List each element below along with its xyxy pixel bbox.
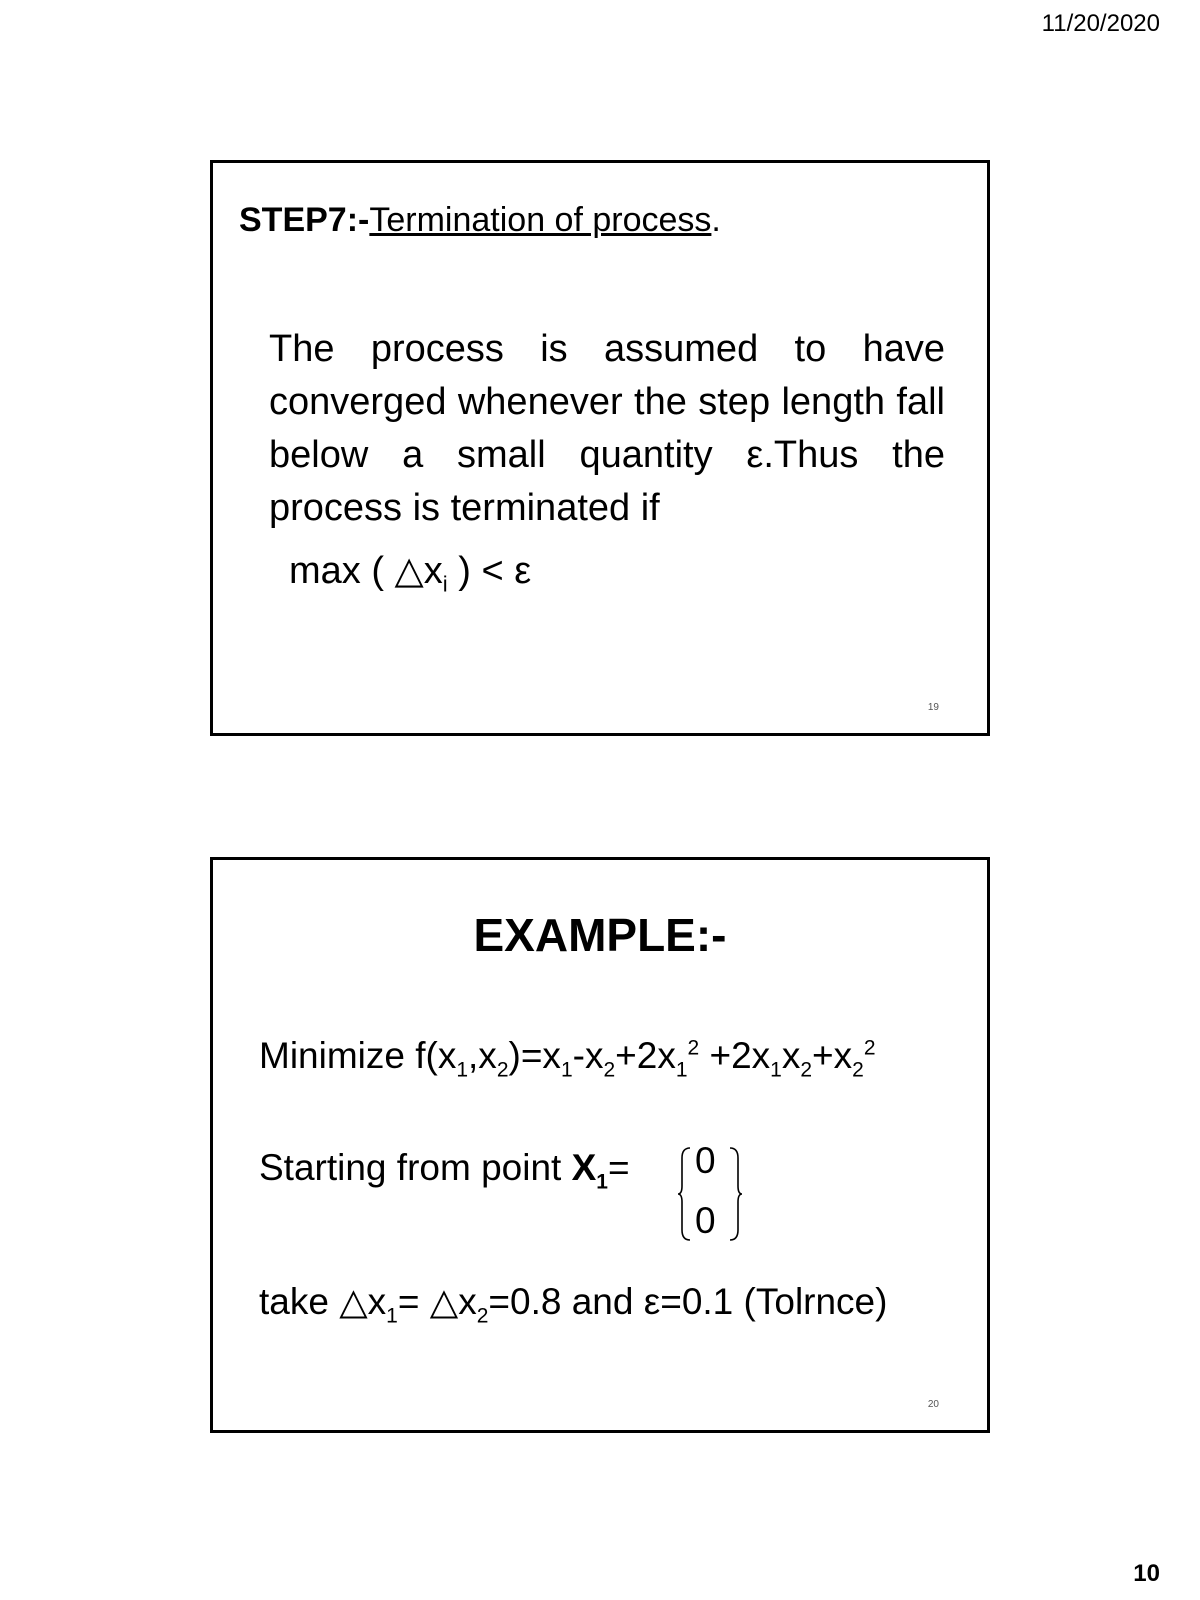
step7-title-end: . — [711, 201, 721, 239]
eq-sub: 1 — [456, 1058, 469, 1082]
termination-paragraph: The process is assumed to have converged whenever the step length fall below a small quantity ε.Thus the process is terminated if — [269, 328, 945, 529]
take-text: =0.8 and ε=0.1 (Tolrnce) — [488, 1281, 888, 1322]
start-vector — [678, 1140, 740, 1248]
eq-sub: 2 — [603, 1058, 616, 1082]
eq-sub: 1 — [675, 1058, 688, 1082]
slide-number: 20 — [927, 1399, 939, 1410]
eq-text: -x — [572, 1035, 604, 1076]
take-text: take △x — [259, 1281, 387, 1322]
slide-number: 19 — [927, 702, 939, 713]
eq-text: )=x — [508, 1035, 561, 1076]
step7-label: STEP7:- — [239, 201, 370, 239]
eq-sup: 2 — [863, 1036, 876, 1060]
eq-text: x — [781, 1035, 801, 1076]
step7-heading — [239, 201, 721, 240]
take-sub: 2 — [476, 1304, 489, 1328]
slide-example — [210, 857, 990, 1433]
eq-sub: 1 — [560, 1058, 573, 1082]
eq-text: +2x — [615, 1035, 676, 1076]
start-eq: = — [607, 1147, 630, 1188]
eq-sub: 2 — [496, 1058, 509, 1082]
vector-value: 0 — [695, 1140, 716, 1181]
take-sub: 1 — [386, 1304, 398, 1328]
eq-sub: 2 — [800, 1058, 813, 1082]
termination-formula — [289, 548, 531, 598]
eq-text: Minimize f(x — [259, 1035, 457, 1076]
eq-sup: 2 — [687, 1036, 700, 1060]
formula-pre: max ( △x — [289, 550, 443, 592]
eq-text: +2x — [699, 1035, 771, 1076]
page-number: 10 — [1133, 1560, 1160, 1587]
formula-sub: i — [442, 571, 448, 597]
start-var: X — [571, 1147, 597, 1188]
right-brace — [728, 1146, 742, 1242]
eq-text: +x — [812, 1035, 853, 1076]
start-text: Starting from point — [259, 1147, 572, 1188]
take-text: = △x — [397, 1281, 477, 1322]
formula-post: ) < ε — [447, 550, 532, 592]
step-tolerance-line — [259, 1280, 887, 1328]
vector-value: 0 — [695, 1200, 716, 1241]
left-brace — [678, 1146, 692, 1242]
slide-step7 — [210, 160, 990, 736]
step7-title: Termination of process — [369, 201, 712, 239]
eq-text: ,x — [468, 1035, 497, 1076]
eq-sub: 2 — [852, 1058, 864, 1082]
print-date: 11/20/2020 — [1041, 10, 1160, 37]
eq-sub: 1 — [770, 1058, 782, 1082]
starting-point-line — [259, 1147, 630, 1194]
start-sub: 1 — [596, 1170, 608, 1194]
example-title: EXAMPLE:- — [473, 909, 727, 961]
minimize-equation — [259, 1035, 876, 1082]
